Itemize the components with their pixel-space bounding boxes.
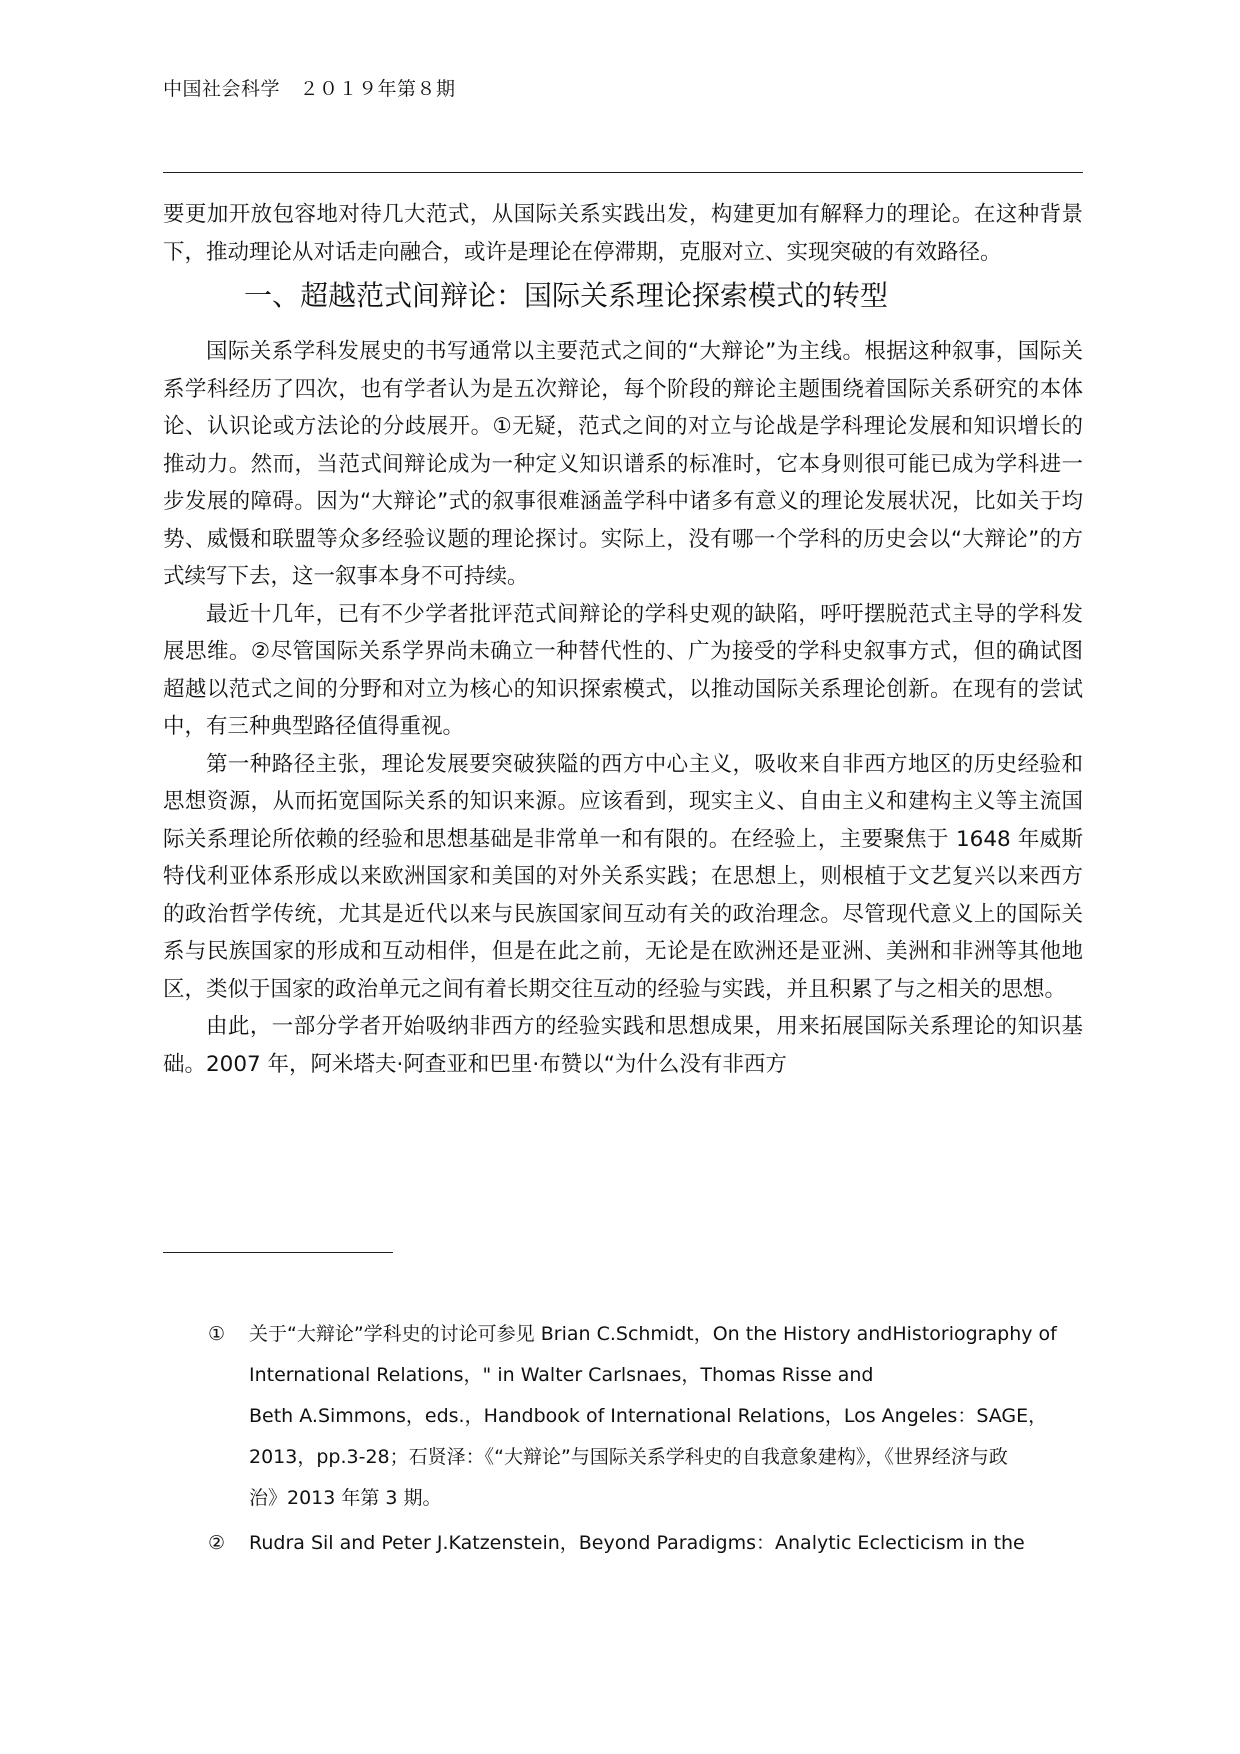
running-header: 中国社会科学 ２０１９年第８期 xyxy=(163,78,456,100)
footnote-1 xyxy=(163,1314,1083,1519)
footnote-marker: ① xyxy=(208,1323,226,1345)
header-rule xyxy=(163,172,1083,173)
body-paragraph: 第一种路径主张，理论发展要突破狭隘的西方中心主义，吸收来自非西方地区的历史经验和思想资源，从而拓宽国际关系的知识来源。应该看到，现实主义、自由主义和建构主义等主流国际关系理论所依赖的经验和思想基础是非常单一和有限的。在经验上，主要聚焦于 1648 年威斯特伐利亚体系形成以来欧洲国家和美国的对外关系实践；在思想上，则根植于文艺复兴以来西方的政治哲学传统，尤其是近代以来与民族国家间互动有关的政治理念。尽管现代意义上的国际关系与民族国家的形成和互动相伴，但是在此之前，无论是在欧洲还是亚洲、美洲和非洲等其他地区，类似于国家的政治单元之间有着长期交往互动的经验与实践，并且积累了与之相关的思想。 xyxy=(163,751,1083,1002)
footnote-2 xyxy=(163,1523,1083,1564)
footnote-line: 治》2013 年第 3 期。 xyxy=(249,1487,442,1509)
footnote-line: Rudra Sil and Peter J.Katzenstein，Beyond Paradigms：Analytic Eclecticism in the xyxy=(249,1532,1025,1554)
article-body xyxy=(163,196,1083,1083)
footnote-line: 2013，pp.3-28；石贤泽：《“大辩论”与国际关系学科史的自我意象建构》，《世界经济与政 xyxy=(249,1446,1008,1468)
footnote-rule xyxy=(163,1252,393,1253)
footnote-line: 关于“大辩论”学科史的讨论可参见 Brian C.Schmidt，On the History andHistoriography of xyxy=(249,1323,1057,1345)
footnote-line: International Relations，" in Walter Carlsnaes，Thomas Risse and xyxy=(249,1364,874,1386)
body-paragraph: 最近十几年，已有不少学者批评范式间辩论的学科史观的缺陷，呼吁摆脱范式主导的学科发展思维。②尽管国际关系学界尚未确立一种替代性的、广为接受的学科史叙事方式，但的确试图超越以范式之间的分野和对立为核心的知识探索模式，以推动国际关系理论创新。在现有的尝试中，有三种典型路径值得重视。 xyxy=(163,601,1083,739)
intro-paragraph: 要更加开放包容地对待几大范式，从国际关系实践出发，构建更加有解释力的理论。在这种背景下，推动理论从对话走向融合，或许是理论在停滞期，克服对立、实现突破的有效路径。 xyxy=(163,202,1083,265)
section-heading: 一、超越范式间辩论：国际关系理论探索模式的转型 xyxy=(244,279,889,312)
footnotes xyxy=(163,1314,1083,1568)
body-paragraph: 国际关系学科发展史的书写通常以主要范式之间的“大辩论”为主线。根据这种叙事，国际关系学科经历了四次，也有学者认为是五次辩论，每个阶段的辩论主题围绕着国际关系研究的本体论、认识论或方法论的分歧展开。①无疑，范式之间的对立与论战是学科理论发展和知识增长的推动力。然而，当范式间辩论成为一种定义知识谱系的标准时，它本身则很可能已成为学科进一步发展的障碍。因为“大辩论”式的叙事很难涵盖学科中诸多有意义的理论发展状况，比如关于均势、威慑和联盟等众多经验议题的理论探讨。实际上，没有哪一个学科的历史会以“大辩论”的方式续写下去，这一叙事本身不可持续。 xyxy=(163,339,1083,589)
body-paragraph: 由此，一部分学者开始吸纳非西方的经验实践和思想成果，用来拓展国际关系理论的知识基础。2007 年，阿米塔夫·阿查亚和巴里·布赞以“为什么没有非西方 xyxy=(163,1014,1083,1077)
footnote-marker: ② xyxy=(208,1532,226,1554)
footnote-line: Beth A.Simmons，eds.，Handbook of International Relations，Los Angeles：SAGE， xyxy=(249,1405,1048,1427)
